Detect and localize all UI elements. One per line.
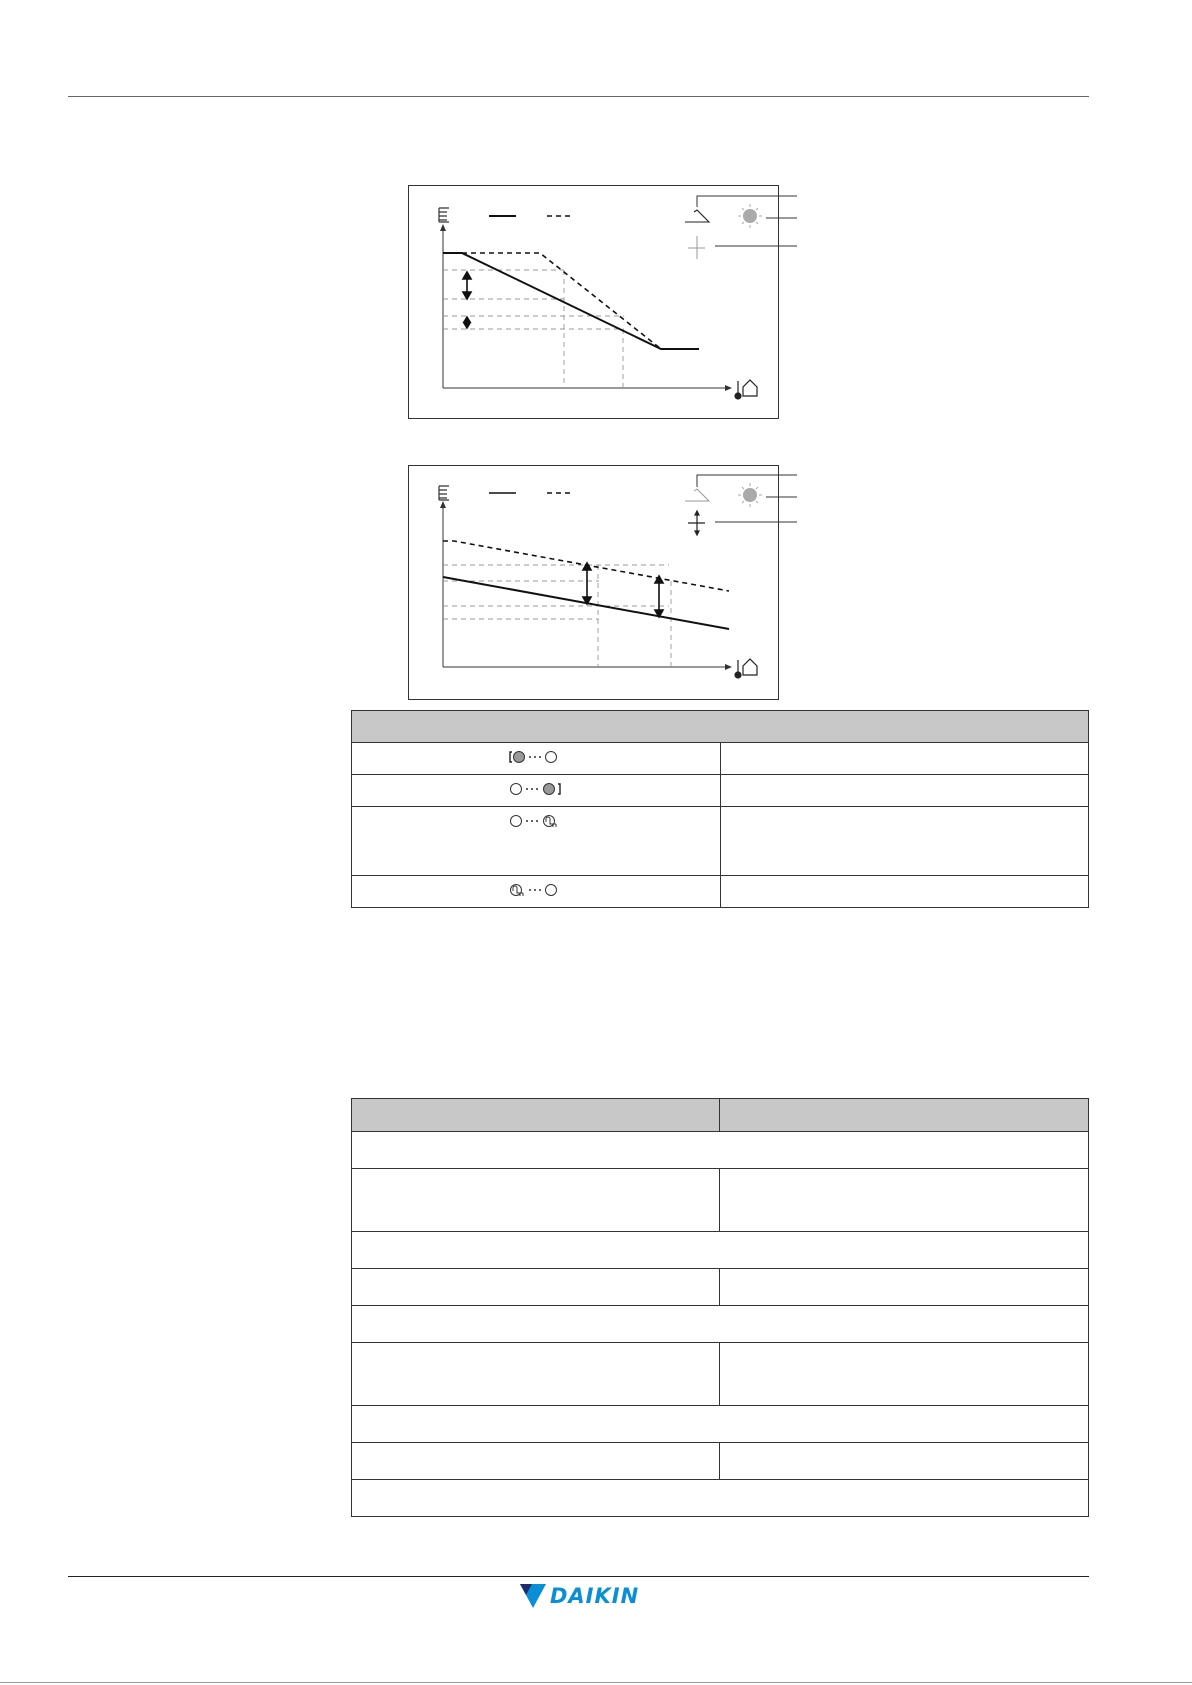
settings-cell: [720, 1169, 1089, 1232]
radiator-icon: [439, 486, 449, 500]
curve-chart-1: [409, 186, 778, 418]
curve-chart-2: [409, 466, 778, 699]
shift-icon: [688, 511, 705, 535]
daikin-logo: [520, 1583, 639, 1609]
legend-description: [720, 876, 1089, 908]
settings-cell: [720, 1269, 1089, 1306]
page-edge-rule: [0, 1682, 1192, 1683]
settings-header-col-1: [352, 1099, 720, 1132]
sun-icon: [738, 204, 762, 228]
settings-section-row: [352, 1132, 1089, 1169]
settings-section-row: [352, 1480, 1089, 1517]
legend-table-header: [352, 711, 1089, 743]
left-circle-selected-icon: [506, 749, 566, 765]
settings-section-row: [352, 1306, 1089, 1343]
settings-cell: [352, 1269, 720, 1306]
radiator-icon: [439, 208, 449, 222]
curve-figure-2: [408, 465, 779, 700]
right-circle-hand-icon: [506, 813, 566, 829]
settings-table: [351, 1098, 1089, 1517]
legend-icon-cell: [352, 876, 721, 908]
daikin-logo-text: DAIKIN: [550, 1584, 640, 1608]
legend-description: [720, 807, 1089, 876]
footer-rule: [68, 1576, 1089, 1577]
settings-cell: [720, 1443, 1089, 1480]
settings-section-row: [352, 1406, 1089, 1443]
settings-cell: [352, 1169, 720, 1232]
settings-cell: [352, 1443, 720, 1480]
settings-section-row: [352, 1232, 1089, 1269]
daikin-logo-mark-icon: [520, 1584, 546, 1608]
settings-cell: [352, 1343, 720, 1406]
right-circle-selected-icon: [506, 781, 566, 797]
legend-description: [720, 775, 1089, 807]
slope-icon: [685, 207, 711, 222]
legend-icon-cell: [352, 743, 721, 775]
outdoor-temperature-icon: [735, 659, 757, 678]
legend-table: [351, 710, 1089, 908]
legend-icon-cell: [352, 807, 721, 876]
slope-icon: [685, 489, 709, 501]
curve-figure-1: [408, 185, 779, 419]
legend-description: [720, 743, 1089, 775]
left-circle-hand-icon: [506, 882, 566, 898]
settings-header-col-2: [720, 1099, 1089, 1132]
shift-arrows: [463, 272, 471, 328]
curve-solid: [443, 253, 699, 349]
sun-icon: [738, 483, 762, 507]
header-rule: [68, 96, 1089, 97]
shift-icon: [688, 236, 705, 259]
legend-icon-cell: [352, 775, 721, 807]
settings-cell: [720, 1343, 1089, 1406]
outdoor-temperature-icon: [735, 380, 757, 399]
